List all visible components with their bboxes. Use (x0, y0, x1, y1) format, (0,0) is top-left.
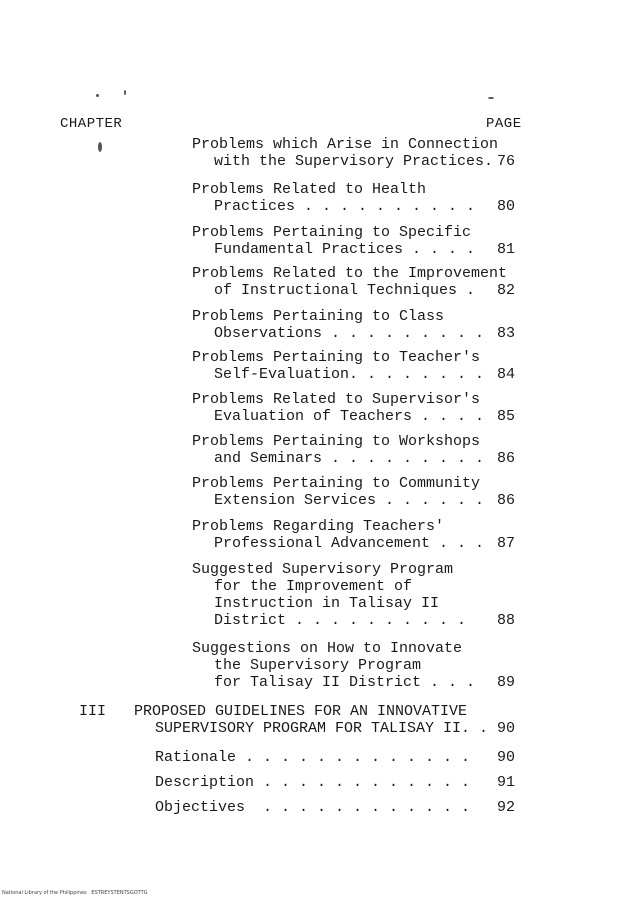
subentry-title: Description . . . . . . . . . . . . (155, 774, 471, 791)
toc-entry-title: Problems Related to Health (192, 181, 427, 198)
toc-entry-title: Problems Pertaining to Specific (192, 224, 472, 241)
scan-speck (488, 97, 494, 99)
toc-entry-title: Problems Pertaining to Class (192, 308, 445, 325)
toc-page-number: 90 (497, 749, 516, 766)
toc-entry-title: Fundamental Practices . . . . (214, 241, 476, 258)
chapter-title: PROPOSED GUIDELINES FOR AN INNOVATIVE (134, 703, 468, 720)
toc-page-number: 84 (497, 366, 516, 383)
toc-entry-title: Evaluation of Teachers . . . . (214, 408, 485, 425)
toc-entry-title: Problems Related to Supervisor's (192, 391, 481, 408)
toc-entry-title: Instruction in Talisay II (214, 595, 440, 612)
toc-entry-title: for Talisay II District . . . (214, 674, 476, 691)
toc-entry-title: the Supervisory Program (214, 657, 422, 674)
toc-page-number: 83 (497, 325, 516, 342)
toc-entry-title: for the Improvement of (214, 578, 413, 595)
toc-entry-title: District . . . . . . . . . . (214, 612, 467, 629)
toc-entry-title: Problems Pertaining to Community (192, 475, 481, 492)
toc-entry-title: Problems which Arise in Connection (192, 136, 499, 153)
toc-page-number: 82 (497, 282, 516, 299)
toc-entry-title: Practices . . . . . . . . . . (214, 198, 476, 215)
page-column-header: PAGE (486, 116, 522, 132)
toc-entry-title: Self-Evaluation. . . . . . . . (214, 366, 485, 383)
toc-page-number: 81 (497, 241, 516, 258)
scan-footer: National Library of the Philippines ESTREYSTENTSGOTTG (2, 890, 148, 896)
toc-entry-title: Problems Pertaining to Workshops (192, 433, 481, 450)
scan-speck (98, 142, 102, 152)
toc-page-number: 80 (497, 198, 516, 215)
toc-entry-title: Problems Regarding Teachers' (192, 518, 445, 535)
toc-entry-title: Suggestions on How to Innovate (192, 640, 463, 657)
subentry-title: Objectives . . . . . . . . . . . . (155, 799, 471, 816)
toc-entry-title: Professional Advancement . . . (214, 535, 485, 552)
chapter-title: SUPERVISORY PROGRAM FOR TALISAY II. . (155, 720, 489, 737)
toc-page-number: 92 (497, 799, 516, 816)
toc-page-number: 76 (497, 153, 516, 170)
toc-entry-title: Problems Related to the Improvement (192, 265, 508, 282)
toc-entry-title: of Instructional Techniques . (214, 282, 476, 299)
toc-page-number: 85 (497, 408, 516, 425)
subentry-title: Rationale . . . . . . . . . . . . . (155, 749, 471, 766)
toc-entry-title: Problems Pertaining to Teacher's (192, 349, 481, 366)
toc-entry-title: and Seminars . . . . . . . . . (214, 450, 485, 467)
toc-page-number: 89 (497, 674, 516, 691)
scan-speck (96, 94, 99, 97)
toc-entry-title: Observations . . . . . . . . . (214, 325, 485, 342)
toc-entry-title: Extension Services . . . . . . (214, 492, 485, 509)
toc-page-number: 91 (497, 774, 516, 791)
chapter-column-header: CHAPTER (60, 116, 123, 132)
scan-speck (124, 90, 126, 95)
chapter-numeral: III (79, 703, 107, 720)
toc-entry-title: Suggested Supervisory Program (192, 561, 454, 578)
toc-page-number: 86 (497, 450, 516, 467)
toc-page-number: 87 (497, 535, 516, 552)
toc-page-number: 86 (497, 492, 516, 509)
toc-entry-title: with the Supervisory Practices. (214, 153, 494, 170)
toc-page-number: 88 (497, 612, 516, 629)
toc-page-number: 90 (497, 720, 516, 737)
